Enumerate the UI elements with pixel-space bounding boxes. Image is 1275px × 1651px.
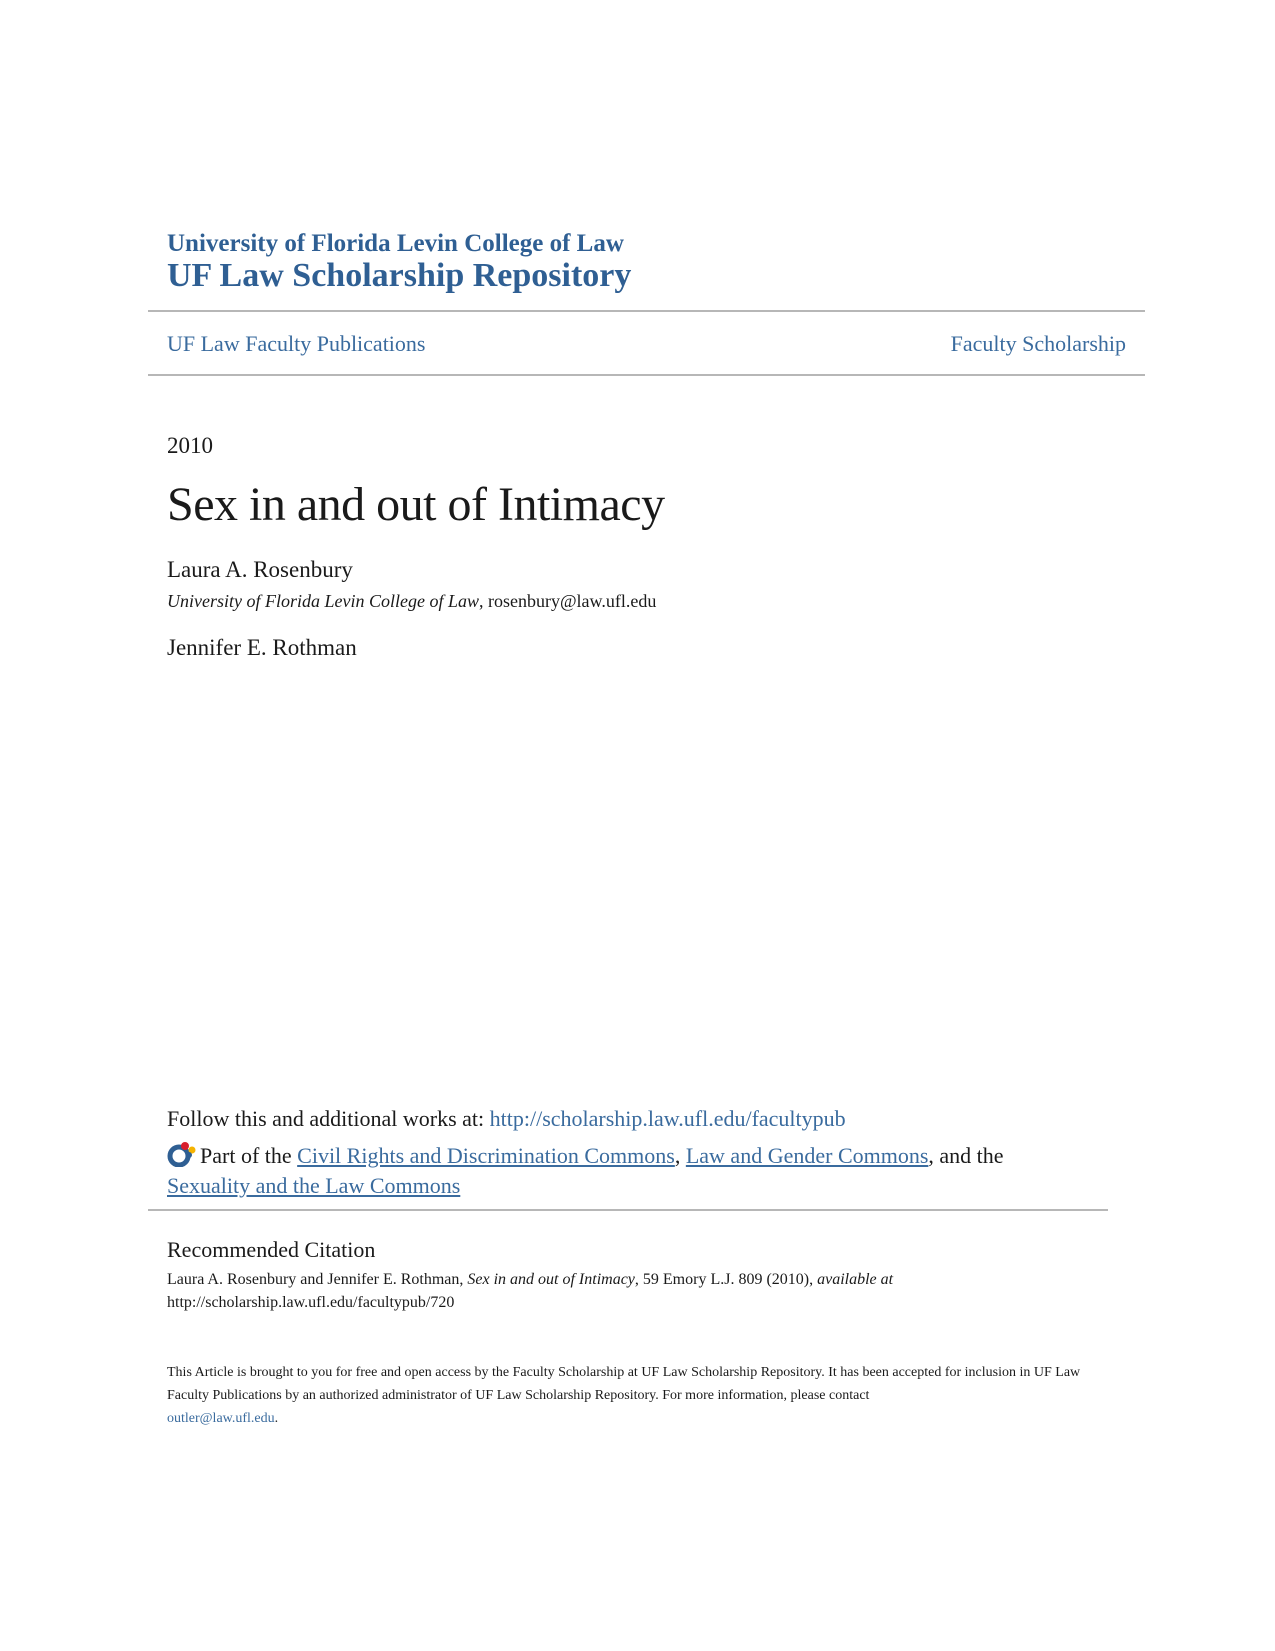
law-gender-commons-link[interactable]: Law and Gender Commons [685, 1143, 929, 1168]
follow-line [167, 1104, 846, 1134]
and-the-text: , and the [928, 1143, 1004, 1168]
citation-heading: Recommended Citation [167, 1237, 376, 1262]
follow-prefix: Follow this and additional works at: [167, 1106, 485, 1131]
follow-url-link[interactable]: http://scholarship.law.ufl.edu/facultypub [489, 1106, 846, 1131]
article-title: Sex in and out of Intimacy [167, 478, 665, 531]
network-commons-icon [167, 1140, 196, 1167]
footer-text: This Article is brought to you for free and open access by the Faculty Scholarship at UF Law Scholarship Repository. It has been accepted for inclusion in UF Law Faculty Publications by an authorized administrator of UF Law Scholarship Repository. For more information, please contact [167, 1365, 1081, 1403]
author-affiliation [167, 589, 656, 613]
citation-url[interactable]: http://scholarship.law.ufl.edu/facultypub/720 [167, 1294, 455, 1311]
header-divider-bottom [148, 374, 1145, 376]
author-email[interactable]: rosenbury@law.ufl.edu [487, 591, 657, 611]
citation-authors: Laura A. Rosenbury and Jennifer E. Rothman, [167, 1271, 464, 1288]
part-of-line [167, 1140, 1067, 1201]
citation-text [167, 1268, 1087, 1314]
footer-end: . [274, 1411, 279, 1426]
sexuality-law-commons-link[interactable]: Sexuality and the Law Commons [167, 1173, 461, 1198]
footer-notice [167, 1361, 1087, 1430]
citation-title: Sex in and out of Intimacy [467, 1271, 635, 1288]
author-name: Laura A. Rosenbury [167, 557, 353, 582]
citation-source: , 59 Emory L.J. 809 (2010), [634, 1271, 814, 1288]
repository-name[interactable]: UF Law Scholarship Repository [167, 257, 632, 294]
affiliation-comma: , [478, 591, 488, 611]
contact-email-link[interactable]: outler@law.ufl.edu [167, 1411, 275, 1426]
citation-available: available at [817, 1271, 894, 1288]
institution-name[interactable]: University of Florida Levin College of Law [167, 230, 624, 257]
commons-separator: , [674, 1143, 681, 1168]
civil-rights-commons-link[interactable]: Civil Rights and Discrimination Commons [297, 1143, 675, 1168]
faculty-scholarship-link[interactable]: Faculty Scholarship [950, 331, 1126, 356]
citation-divider [148, 1209, 1108, 1211]
publication-year: 2010 [167, 433, 213, 458]
part-of-prefix: Part of the [200, 1143, 292, 1168]
affiliation-name: University of Florida Levin College of Law [167, 591, 479, 611]
publications-link[interactable]: UF Law Faculty Publications [167, 331, 426, 356]
author-name-2: Jennifer E. Rothman [167, 635, 357, 660]
header-divider-top [148, 310, 1145, 312]
